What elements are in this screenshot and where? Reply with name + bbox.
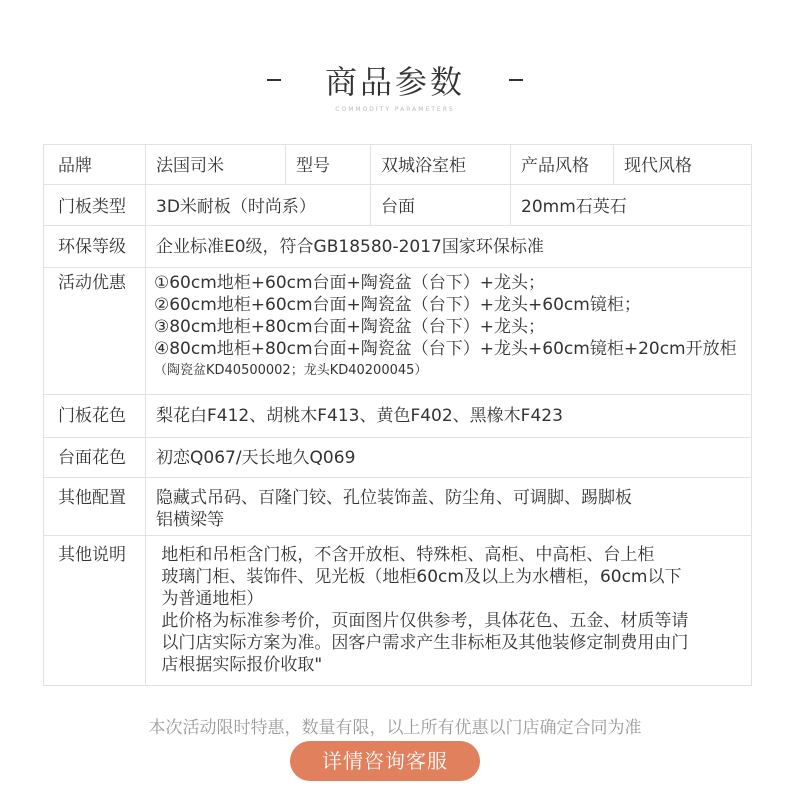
promo-label: 活动优惠 xyxy=(44,268,146,395)
table-row xyxy=(44,438,752,478)
promo-line: ③80cm地柜+80cm台面+陶瓷盆（台下）+龙头； xyxy=(154,317,546,337)
promo-line: ④80cm地柜+80cm台面+陶瓷盆（台下）+龙头+60cm镜柜+20cm开放柜 xyxy=(154,339,737,359)
other-notes-line: 以门店实际方案为准。因客户需求产生非标柜及其他装修定制费用由门 xyxy=(156,633,689,653)
door-type-value: 3D米耐板（时尚系） xyxy=(146,185,371,226)
model-value: 双城浴室柜 xyxy=(371,145,511,185)
other-notes-line: 此价格为标准参考价，页面图片仅供参考，具体花色、五金、材质等请 xyxy=(156,611,689,631)
brand-label: 品牌 xyxy=(44,145,146,185)
other-config-label: 其他配置 xyxy=(44,478,146,536)
top-color-label: 台面花色 xyxy=(44,438,146,478)
other-notes-line: 玻璃门柜、装饰件、见光板（地柜60cm及以上为水槽柜，60cm以下 xyxy=(156,567,682,587)
other-notes-line: 地柜和吊柜含门板，不含开放柜、特殊柜、高柜、中高柜、台上柜 xyxy=(156,545,655,565)
table-row xyxy=(44,268,752,395)
section-subtitle: COMMODITY PARAMETERS xyxy=(335,106,455,113)
other-notes-label: 其他说明 xyxy=(44,536,146,686)
promo-line: ①60cm地柜+60cm台面+陶瓷盆（台下）+龙头； xyxy=(154,273,546,293)
promo-line: ②60cm地柜+60cm台面+陶瓷盆（台下）+龙头+60cm镜柜； xyxy=(154,295,641,315)
table-row xyxy=(44,185,752,226)
model-label: 型号 xyxy=(286,145,371,185)
promo-value xyxy=(146,268,752,395)
title-dash-left xyxy=(267,79,281,81)
title-row xyxy=(0,58,790,102)
eco-value: 企业标准E0级，符合GB18580-2017国家环保标准 xyxy=(146,226,752,268)
door-type-label: 门板类型 xyxy=(44,185,146,226)
style-label: 产品风格 xyxy=(511,145,614,185)
table-row xyxy=(44,536,752,686)
door-color-value: 梨花白F412、胡桃木F413、黄色F402、黑橡木F423 xyxy=(146,395,752,438)
other-notes-line: 为普通地柜） xyxy=(156,589,264,609)
brand-value: 法国司米 xyxy=(146,145,286,185)
section-title: 商品参数 xyxy=(324,63,465,101)
contact-service-button[interactable]: 详情咨询客服 xyxy=(290,741,480,781)
other-notes-line: 店根据实际报价收取" xyxy=(156,655,323,675)
countertop-value: 20mm石英石 xyxy=(511,185,752,226)
params-table xyxy=(43,144,752,686)
top-color-value: 初恋Q067/天长地久Q069 xyxy=(146,438,752,478)
section-header xyxy=(0,58,790,113)
promo-note: （陶瓷盆KD40500002；龙头KD40200045） xyxy=(154,363,428,378)
table-row xyxy=(44,226,752,268)
promotion-disclaimer: 本次活动限时特惠，数量有限，以上所有优惠以门店确定合同为准 xyxy=(148,718,642,738)
other-notes-value xyxy=(146,536,752,686)
table-row xyxy=(44,145,752,185)
title-dash-right xyxy=(509,79,523,81)
other-config-line: 铝横梁等 xyxy=(156,510,224,530)
other-config-value xyxy=(146,478,752,536)
table-row xyxy=(44,478,752,536)
other-config-line: 隐藏式吊码、百隆门铰、孔位装饰盖、防尘角、可调脚、踢脚板 xyxy=(156,488,632,508)
countertop-label: 台面 xyxy=(371,185,511,226)
table-row xyxy=(44,395,752,438)
door-color-label: 门板花色 xyxy=(44,395,146,438)
eco-label: 环保等级 xyxy=(44,226,146,268)
style-value: 现代风格 xyxy=(614,145,752,185)
